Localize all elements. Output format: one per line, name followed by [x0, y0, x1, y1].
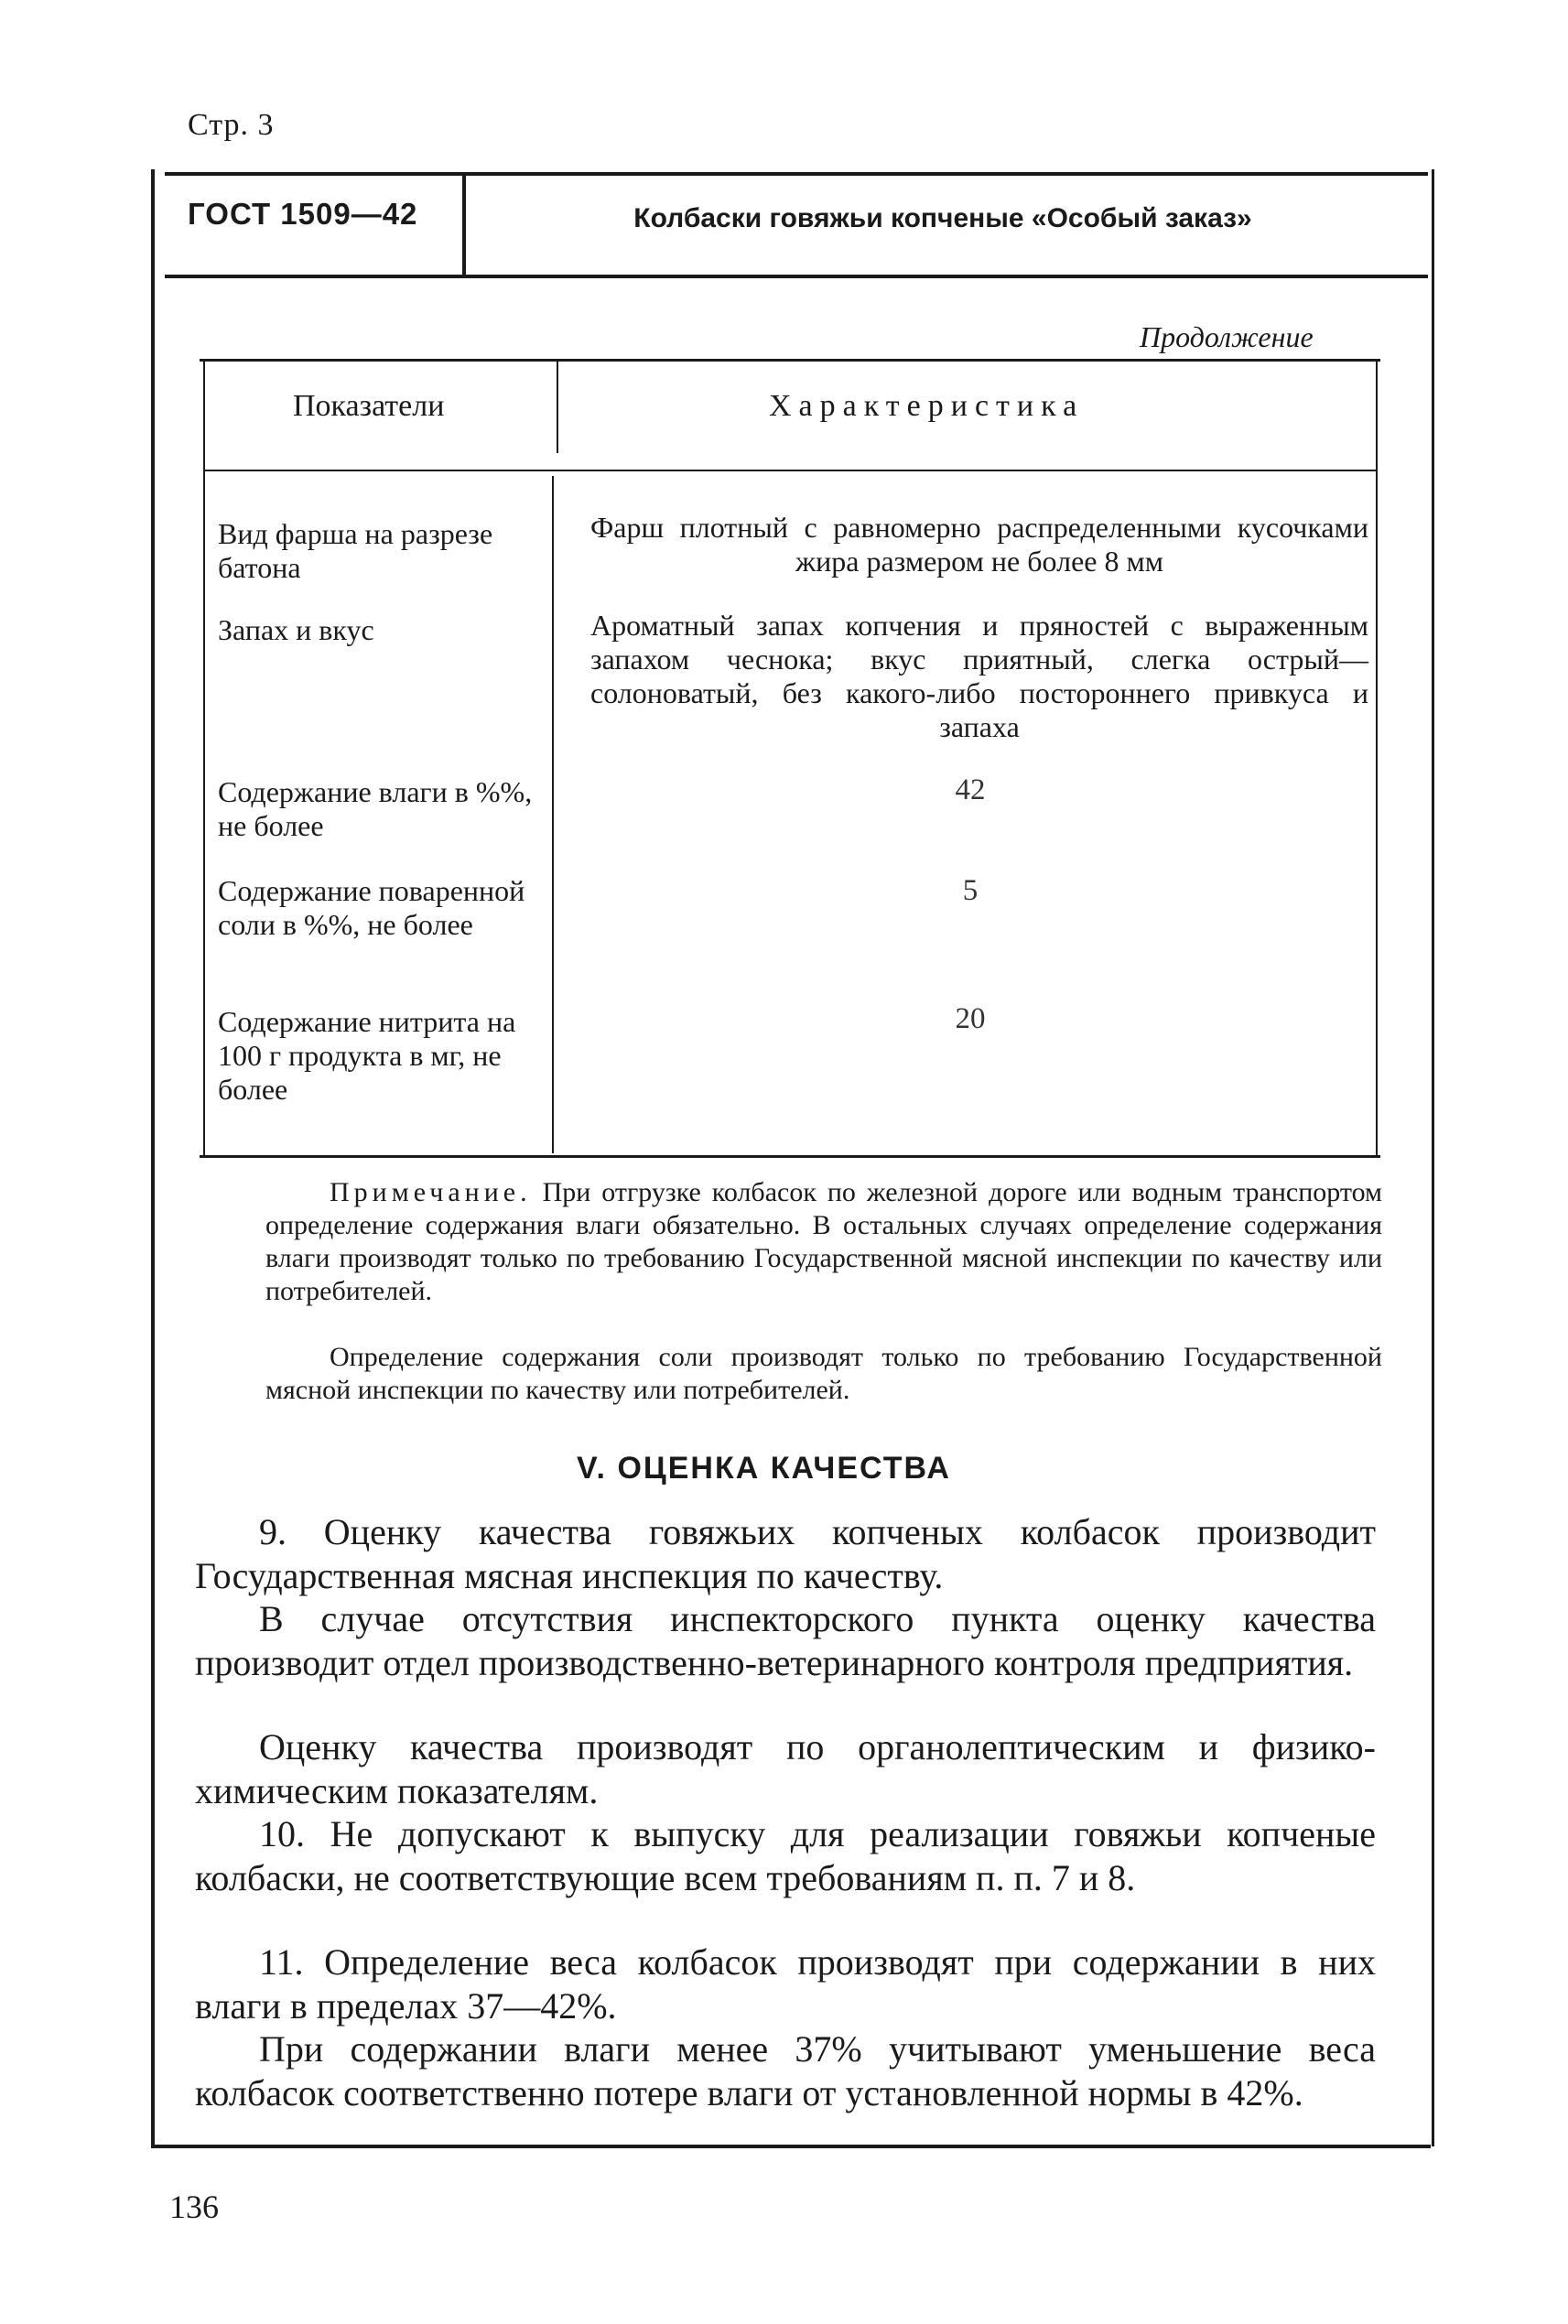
row-value: 5: [962, 874, 979, 907]
paragraph: В случае отсутствия инспекторского пункта оценку качества производит отдел производственно-ветеринарного контроля предприятия.: [195, 1598, 1376, 1683]
row-value: Фарш плотный с равномерно распределенными кусочками жира размером не более 8 мм: [590, 511, 1368, 578]
column-header-indicators: Показатели: [293, 389, 445, 423]
table-column-rule: [557, 362, 558, 453]
note: [265, 1176, 1382, 1308]
row-indicator: Запах и вкус: [218, 613, 374, 646]
row-indicator: Содержание поваренной соли в %%, не более: [218, 874, 525, 941]
row-indicator: Вид фарша на разрезе батона: [218, 517, 493, 584]
column-header-characteristic: Характеристика: [769, 389, 1085, 423]
row-value: 42: [955, 773, 986, 806]
bottom-rule: [151, 2145, 1431, 2148]
page-number: 136: [169, 2189, 219, 2225]
table-column-rule: [552, 476, 554, 1153]
section-title: V. ОЦЕНКА КАЧЕСТВА: [577, 1451, 951, 1486]
paragraph: 11. Определение веса колбасок производят при содержании в них влаги в пределах 37—42%.: [195, 1941, 1376, 2027]
table-bottom-rule: [200, 1155, 1380, 1158]
standard-code: ГОСТ 1509—42: [188, 197, 418, 231]
continuation-label: Продолжение: [1140, 320, 1314, 353]
table-right-rule: [1376, 362, 1378, 1155]
row-value: 20: [955, 1002, 986, 1035]
row-indicator: Содержание влаги в %%, не более: [218, 775, 533, 842]
header-divider: [462, 176, 466, 275]
table-top-rule: [200, 359, 1380, 362]
page-label: Стр. 3: [188, 108, 275, 142]
row-value: Ароматный запах копчения и пряностей с выраженным запахом чеснока; вкус приятный, слегка острый—солоноватый, без какого-либо постороннего привкуса и запаха: [590, 609, 1368, 743]
header-top-rule: [165, 172, 1428, 176]
note-text: При отгрузке колбасок по железной дороге или водным транспортом определение содержания влаги обязательно. В остальных случаях определение содержания влаги производят только по требованию Государственной мясной инспекции по качеству или потребителей.: [265, 1177, 1382, 1306]
paragraph: 9. Оценку качества говяжьих копченых колбасок производит Государственная мясная инспекция по качеству.: [195, 1511, 1376, 1596]
paragraph: 10. Не допускают к выпуску для реализации говяжьи копченые колбаски, не соответствующие всем требованиям п. п. 7 и 8.: [195, 1813, 1376, 1898]
table-header-rule: [204, 470, 1376, 471]
standard-title: Колбаски говяжьи копченые «Особый заказ»: [633, 203, 1252, 233]
row-indicator: Содержание нитрита на 100 г продукта в мг, не более: [218, 1005, 516, 1106]
paragraph: При содержании влаги менее 37% учитывают уменьшение веса колбасок соответственно потере влаги от установленной нормы в 42%.: [195, 2028, 1376, 2113]
paragraph: Оценку качества производят по органолептическим и физико-химическим показателям.: [195, 1726, 1376, 1811]
table-left-rule: [203, 362, 205, 1155]
header-bottom-rule: [165, 275, 1428, 278]
note-label: Примечание.: [330, 1177, 532, 1207]
note-text: Определение содержания соли производят только по требованию Государственной мясной инспекции по качеству или потребителей.: [265, 1342, 1382, 1405]
